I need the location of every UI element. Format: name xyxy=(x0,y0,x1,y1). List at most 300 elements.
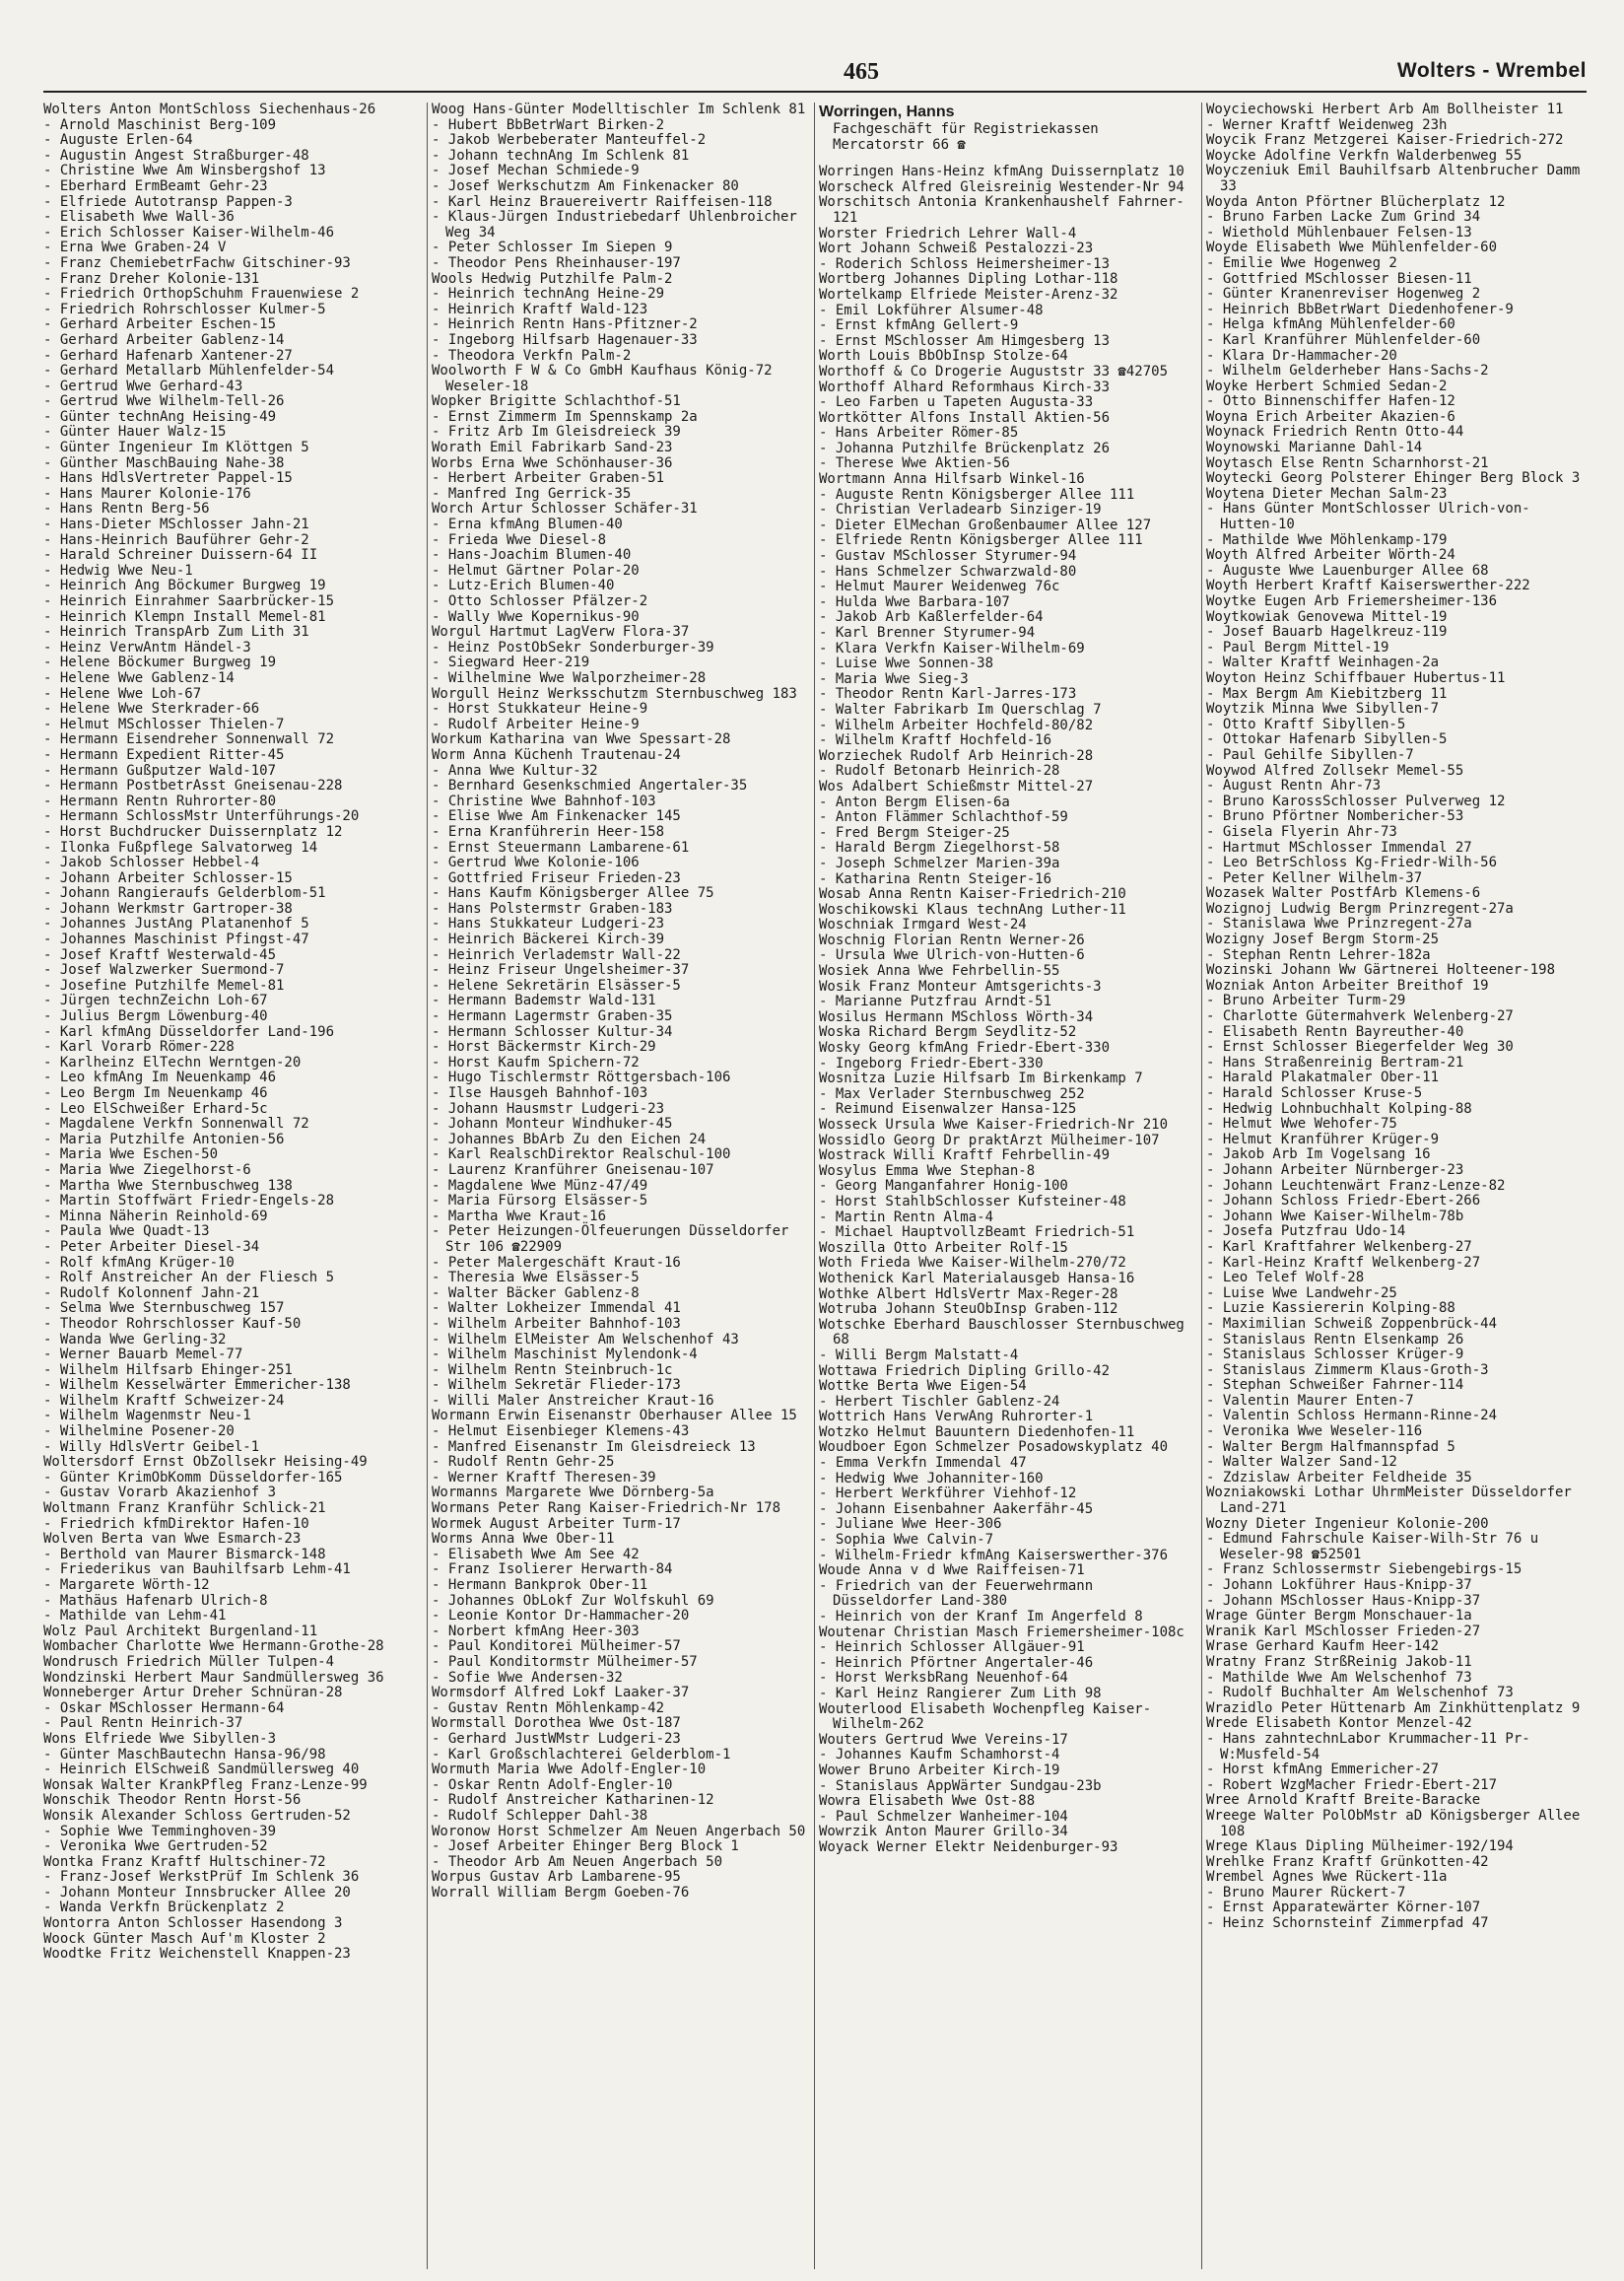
directory-entry: - Josef Bauarb Hagelkreuz-119 xyxy=(1206,624,1448,641)
directory-entry: - Stanislaus Rentn Elsenkamp 26 xyxy=(1206,1331,1464,1348)
directory-entry: - Therese Wwe Aktien-56 xyxy=(819,455,1010,472)
directory-entry: - Ottokar Hafenarb Sibyllen-5 xyxy=(1206,731,1448,748)
directory-entry: - Wilhelm ElMeister Am Welschenhof 43 xyxy=(432,1331,739,1348)
directory-entry: - Paul Bergm Mittel-19 xyxy=(1206,639,1389,656)
directory-entry: - Wally Wwe Kopernikus-90 xyxy=(432,608,640,625)
directory-entry: - Josef Werkschutzm Am Finkenacker 80 xyxy=(432,177,739,194)
directory-entry: - Auguste Rentn Königsberger Allee 111 xyxy=(819,486,1135,503)
directory-entry: - Paul Schmelzer Wanheimer-104 xyxy=(819,1808,1068,1825)
directory-entry: Woszilla Otto Arbeiter Rolf-15 xyxy=(819,1239,1068,1256)
directory-entry: - Bruno Farben Lacke Zum Grind 34 xyxy=(1206,209,1481,226)
directory-entry: - Georg Manganfahrer Honig-100 xyxy=(819,1178,1068,1195)
directory-entry: - Manfred Ing Gerrick-35 xyxy=(432,485,632,502)
directory-entry: Wozasek Walter PostfArb Klemens-6 xyxy=(1206,885,1481,902)
directory-entry: - Hans Polstermstr Graben-183 xyxy=(432,900,673,917)
directory-entry: - Jakob Arb Im Vogelsang 16 xyxy=(1206,1146,1431,1163)
directory-entry: - Karl Heinz Brauereivertr Raiffeisen-118 xyxy=(432,193,773,210)
directory-entry: - Rudolf Schlepper Dahl-38 xyxy=(432,1807,648,1824)
directory-entry: - Rudolf Betonarb Heinrich-28 xyxy=(819,763,1060,780)
directory-entry: - Rudolf Anstreicher Katharinen-12 xyxy=(432,1792,714,1809)
directory-entry: - Leo Bergm Im Neuenkamp 46 xyxy=(43,1085,268,1101)
directory-entry: - Luise Wwe Landwehr-25 xyxy=(1206,1284,1397,1301)
directory-entry: - Helmut Wwe Wehofer-75 xyxy=(1206,1116,1397,1133)
directory-entry: - Ingeborg Friedr-Ebert-330 xyxy=(819,1055,1044,1071)
directory-entry: Worthoff & Co Drogerie Auguststr 33 ☎42705 xyxy=(819,363,1169,380)
directory-entry: Wortelkamp Elfriede Meister-Arenz-32 xyxy=(819,286,1118,303)
directory-entry: Woschnig Florian Rentn Werner-26 xyxy=(819,932,1085,948)
directory-entry: - Franz Dreher Kolonie-131 xyxy=(43,270,260,287)
directory-entry: - Horst Stukkateur Heine-9 xyxy=(432,701,648,718)
directory-entry: - Bruno KarossSchlosser Pulverweg 12 xyxy=(1206,793,1506,809)
directory-entry: Woog Hans-Günter Modelltischler Im Schlenk 81 xyxy=(432,103,806,117)
directory-entry: - Elisabeth Rentn Bayreuther-40 xyxy=(1206,1023,1464,1040)
directory-entry: - Harald Plakatmaler Ober-11 xyxy=(1206,1070,1440,1086)
directory-entry: Wolz Paul Architekt Burgenland-11 xyxy=(43,1623,318,1639)
directory-entry: - Josefine Putzhilfe Memel-81 xyxy=(43,977,285,994)
directory-entry: - Emil Lokführer Alsumer-48 xyxy=(819,302,1044,318)
directory-entry: - Friedrich Rohrschlosser Kulmer-5 xyxy=(43,301,326,317)
directory-entry: Woyciechowski Herbert Arb Am Bollheister 11 xyxy=(1206,103,1564,117)
directory-entry: - Maria Wwe Sieg-3 xyxy=(819,670,969,687)
directory-entry: - Heinrich TranspArb Zum Lith 31 xyxy=(43,624,309,641)
directory-entry: - Karl kfmAng Düsseldorfer Land-196 xyxy=(43,1023,335,1040)
directory-entry: Woska Richard Bergm Seydlitz-52 xyxy=(819,1024,1077,1041)
directory-entry: - Helene Wwe Loh-67 xyxy=(43,685,202,702)
directory-entry: - Johann Arbeiter Schlosser-15 xyxy=(43,869,293,886)
directory-entry: - Heinz VerwAntm Händel-3 xyxy=(43,639,251,656)
directory-entry: - Hermann SchlossMstr Unterführungs-20 xyxy=(43,808,360,825)
directory-entry: - Luise Wwe Sonnen-38 xyxy=(819,656,994,672)
directory-entry: - Helmut Maurer Weidenweg 76c xyxy=(819,579,1060,595)
directory-entry: - Hans Günter MontSchlosser Ulrich-von-Hutten-10 xyxy=(1206,501,1530,533)
directory-entry: - Mathilde Wwe Möhlenkamp-179 xyxy=(1206,531,1448,548)
directory-entry: Wozinski Johann Ww Gärtnerei Holteener-198 xyxy=(1206,962,1556,979)
directory-entry: - Gerhard Metallarb Mühlenfelder-54 xyxy=(43,363,335,380)
directory-entry: - Lutz-Erich Blumen-40 xyxy=(432,578,615,594)
directory-entry: - Hans-Dieter MSchlosser Jahn-21 xyxy=(43,517,309,533)
directory-entry: - Gerhard Arbeiter Gablenz-14 xyxy=(43,331,285,348)
directory-entry: Woock Günter Masch Auf'm Kloster 2 xyxy=(43,1930,326,1947)
directory-entry: - Heinrich Ang Böckumer Burgweg 19 xyxy=(43,578,326,594)
directory-entry: - Franz-Josef WerkstPrüf Im Schlenk 36 xyxy=(43,1869,360,1886)
directory-entry: - Erna Wwe Graben-24 V xyxy=(43,240,227,256)
directory-entry: Wortberg Johannes Dipling Lothar-118 xyxy=(819,271,1118,288)
directory-entry: - Rudolf Buchhalter Am Welschenhof 73 xyxy=(1206,1685,1514,1701)
directory-entry: Wontka Franz Kraftf Hultschiner-72 xyxy=(43,1853,326,1870)
directory-entry: - Wilhelm Kraftf Hochfeld-16 xyxy=(819,732,1052,749)
directory-entry: - Stanislawa Wwe Prinzregent-27a xyxy=(1206,916,1472,933)
directory-entry: - Wilhelm Kesselwärter Emmericher-138 xyxy=(43,1377,351,1394)
directory-entry: - Gustav MSchlosser Styrumer-94 xyxy=(819,548,1077,565)
directory-entry: - Karl Brenner Styrumer-94 xyxy=(819,625,1036,641)
directory-entry: - Bernhard Gesenkschmied Angertaler-35 xyxy=(432,778,748,795)
directory-entry: - Wilhelm Arbeiter Hochfeld-80/82 xyxy=(819,717,1094,733)
column-3 xyxy=(819,103,1198,2269)
directory-entry: - Johann Rangieraufs Gelderblom-51 xyxy=(43,885,326,902)
directory-entry: - Hans Rentn Berg-56 xyxy=(43,501,210,518)
directory-entry: - Fritz Arb Im Gleisdreieck 39 xyxy=(432,424,681,441)
directory-entry: - Laurenz Kranführer Gneisenau-107 xyxy=(432,1161,714,1178)
directory-entry: - Johann technAng Im Schlenk 81 xyxy=(432,147,690,164)
directory-entry: - Berthold van Maurer Bismarck-148 xyxy=(43,1546,326,1562)
directory-entry: - Friedrich OrthopSchuhm Frauenwiese 2 xyxy=(43,286,360,303)
directory-entry: - Hans Straßenreinig Bertram-21 xyxy=(1206,1054,1464,1071)
directory-entry: - Heinrich Kraftf Wald-123 xyxy=(432,301,648,317)
directory-entry: - Hans Stukkateur Ludgeri-23 xyxy=(432,916,665,933)
directory-entry: - Sofie Wwe Andersen-32 xyxy=(432,1669,623,1686)
directory-entry: Woschikowski Klaus technAng Luther-11 xyxy=(819,901,1126,918)
directory-entry: - Oskar MSchlosser Hermann-64 xyxy=(43,1699,285,1716)
directory-entry: - Helmut Gärtner Polar-20 xyxy=(432,562,640,579)
directory-entry: Wozignoj Ludwig Bergm Prinzregent-27a xyxy=(1206,900,1514,917)
directory-entry: - Heinrich BbBetrWart Diedenhofener-9 xyxy=(1206,301,1514,317)
directory-entry: Woude Anna v d Wwe Raiffeisen-71 xyxy=(819,1562,1085,1579)
directory-entry: - Karl Heinz Rangierer Zum Lith 98 xyxy=(819,1685,1102,1701)
directory-entry: - Edmund Fahrschule Kaiser-Wilh-Str 76 u Weseler-98 ☎52501 xyxy=(1206,1531,1539,1562)
directory-entry: - Franz Isolierer Herwarth-84 xyxy=(432,1561,673,1578)
directory-entry: - Martha Wwe Kraut-16 xyxy=(432,1208,607,1224)
directory-entry: - Karl Vorarb Römer-228 xyxy=(43,1039,235,1056)
directory-entry: Woth Frieda Wwe Kaiser-Wilhelm-270/72 xyxy=(819,1255,1126,1272)
directory-entry: Wormstall Dorothea Wwe Ost-187 xyxy=(432,1715,681,1732)
directory-entry: - Jakob Arb Kaßlerfelder-64 xyxy=(819,609,1044,626)
column-1 xyxy=(43,103,423,2269)
directory-entry: - Manfred Eisenanstr Im Gleisdreieck 13 xyxy=(432,1438,756,1455)
directory-entry: - Peter Heizungen-Ölfeuerungen Düsseldorfer Str 106 ☎22909 xyxy=(432,1223,789,1255)
directory-entry: - Eberhard ErmBeamt Gehr-23 xyxy=(43,177,268,194)
directory-entry: - Klara Verkfn Kaiser-Wilhelm-69 xyxy=(819,640,1085,657)
directory-entry: - Wilhelm Kraftf Schweizer-24 xyxy=(43,1392,285,1409)
directory-entry: - Sophie Wwe Temminghoven-39 xyxy=(43,1823,277,1839)
directory-entry: - Elise Wwe Am Finkenacker 145 xyxy=(432,808,681,825)
column-divider xyxy=(427,103,428,2269)
directory-entry: - Wilhelm Rentn Steinbruch-1c xyxy=(432,1361,673,1378)
directory-entry: Wosiek Anna Wwe Fehrbellin-55 xyxy=(819,963,1060,980)
directory-entry: - Rudolf Kolonnenf Jahn-21 xyxy=(43,1284,260,1301)
directory-entry: Wranik Karl MSchlosser Frieden-27 xyxy=(1206,1623,1481,1639)
directory-entry: - Josef Kraftf Westerwald-45 xyxy=(43,946,277,963)
directory-entry: - Hans zahntechnLabor Krummacher-11 Pr-W:Musfeld-54 xyxy=(1206,1730,1530,1763)
column-2 xyxy=(432,103,811,2269)
directory-entry: - Helene Sekretärin Elsässer-5 xyxy=(432,977,681,994)
directory-entry: Woyton Heinz Schiffbauer Hubertus-11 xyxy=(1206,669,1506,686)
running-head: Wolters - Wrembel xyxy=(1396,59,1587,82)
directory-entry: - Hedwig Wwe Neu-1 xyxy=(43,562,193,579)
directory-entry: Worschitsch Antonia Krankenhaushelf Fahrner-121 xyxy=(819,194,1184,226)
directory-entry: Wouterlood Elisabeth Wochenpfleg Kaiser-Wilhelm-262 xyxy=(819,1700,1152,1733)
directory-entry: - Theodor Rentn Karl-Jarres-173 xyxy=(819,686,1077,703)
directory-entry: Wower Bruno Arbeiter Kirch-19 xyxy=(819,1762,1060,1778)
directory-entry: - Hermann Expedient Ritter-45 xyxy=(43,746,285,763)
directory-entry: - Rolf kfmAng Krüger-10 xyxy=(43,1254,235,1271)
directory-entry: - Heinrich technAng Heine-29 xyxy=(432,286,665,303)
directory-entry: - Helene Wwe Sterkrader-66 xyxy=(43,701,260,718)
directory-entry: - August Rentn Ahr-73 xyxy=(1206,778,1382,795)
directory-entry: - Heinrich Rentn Hans-Pfitzner-2 xyxy=(432,316,698,333)
directory-entry: - Willi Maler Anstreicher Kraut-16 xyxy=(432,1392,714,1409)
directory-entry: Worms Anna Wwe Ober-11 xyxy=(432,1531,615,1548)
business-advertisement xyxy=(819,103,1198,153)
directory-entry: - Hermann Gußputzer Wald-107 xyxy=(43,762,277,779)
directory-entry: Wree Arnold Kraftf Breite-Baracke xyxy=(1206,1792,1481,1809)
directory-entry: - Josef Arbeiter Ehinger Berg Block 1 xyxy=(432,1838,739,1855)
directory-entry: - Erna Kranführerin Heer-158 xyxy=(432,823,665,840)
directory-entry: - Wilhelm-Friedr kfmAng Kaiserswerther-376 xyxy=(819,1547,1169,1563)
directory-entry: - Martin Stoffwärt Friedr-Engels-28 xyxy=(43,1193,335,1210)
directory-entry: - Heinrich Pförtner Angertaler-46 xyxy=(819,1654,1094,1671)
directory-entry: Woyna Erich Arbeiter Akazien-6 xyxy=(1206,408,1455,425)
directory-entry: Wostrack Willi Kraftf Fehrbellin-49 xyxy=(819,1147,1111,1164)
directory-entry: - Heinrich Verlademstr Wall-22 xyxy=(432,946,681,963)
directory-entry: - Charlotte Gütermahverk Welenberg-27 xyxy=(1206,1008,1514,1025)
directory-entry: Wratny Franz StrßReinig Jakob-11 xyxy=(1206,1653,1472,1670)
directory-entry: - Friederikus van Bauhilfsarb Lehm-41 xyxy=(43,1561,351,1578)
directory-entry: Wottke Berta Wwe Eigen-54 xyxy=(819,1378,1027,1395)
column-4 xyxy=(1206,103,1586,2269)
directory-entry: - Gertrud Wwe Wilhelm-Tell-26 xyxy=(43,393,285,410)
directory-entry: - Dieter ElMechan Großenbaumer Allee 127 xyxy=(819,517,1152,533)
directory-entry: - Wilhelm Wagenmstr Neu-1 xyxy=(43,1408,251,1424)
directory-entry: - Minna Näherin Reinhold-69 xyxy=(43,1208,268,1224)
directory-entry: - Hans-Joachim Blumen-40 xyxy=(432,547,632,564)
directory-entry: - Maria Fürsorg Elsässer-5 xyxy=(432,1193,648,1210)
directory-entry: Wozny Dieter Ingenieur Kolonie-200 xyxy=(1206,1515,1489,1532)
directory-entry: Worth Louis BbObInsp Stolze-64 xyxy=(819,348,1068,365)
directory-entry: - Wilhelm Maschinist Mylendonk-4 xyxy=(432,1347,698,1363)
directory-entry: - Bruno Pförtner Nombericher-53 xyxy=(1206,808,1464,825)
directory-entry: Wolters Anton MontSchloss Siechenhaus-26 xyxy=(43,103,376,117)
directory-entry: - Paul Konditorei Mülheimer-57 xyxy=(432,1638,681,1655)
directory-entry: - Hans Maurer Kolonie-176 xyxy=(43,485,251,502)
directory-entry: Wontorra Anton Schlosser Hasendong 3 xyxy=(43,1915,343,1932)
directory-entry: - Anton Flämmer Schlachthof-59 xyxy=(819,809,1068,826)
directory-entry: Wortmann Anna Hilfsarb Winkel-16 xyxy=(819,471,1085,488)
directory-entry: Wowrzik Anton Maurer Grillo-34 xyxy=(819,1824,1068,1840)
directory-entry: - Gustav Vorarb Akazienhof 3 xyxy=(43,1485,277,1501)
directory-entry: Woudboer Egon Schmelzer Posadowskyplatz 40 xyxy=(819,1439,1169,1456)
ad-business-name: Worringen, Hanns xyxy=(819,104,955,120)
directory-entry: - Hans Kaufm Königsberger Allee 75 xyxy=(432,885,714,902)
directory-entry: Woschniak Irmgard West-24 xyxy=(819,917,1027,933)
directory-entry: - Heinrich ElSchweiß Sandmüllersweg 40 xyxy=(43,1762,360,1778)
directory-entry: - Ernst Apparatewärter Körner-107 xyxy=(1206,1900,1481,1916)
directory-entry: Wopker Brigitte Schlachthof-51 xyxy=(432,393,681,410)
directory-entry: - Maximilian Schweiß Zoppenbrück-44 xyxy=(1206,1315,1498,1332)
directory-entry: Wosky Georg kfmAng Friedr-Ebert-330 xyxy=(819,1040,1111,1057)
directory-entry: - Emilie Wwe Hogenweg 2 xyxy=(1206,254,1397,271)
directory-entry: - Theodora Verkfn Palm-2 xyxy=(432,347,632,364)
directory-entry: - Helene Böckumer Burgweg 19 xyxy=(43,655,277,671)
directory-entry: Wouters Gertrud Wwe Vereins-17 xyxy=(819,1731,1068,1748)
directory-entry: - Zdzislaw Arbeiter Feldheide 35 xyxy=(1206,1469,1472,1486)
directory-entry: - Emma Verkfn Immendal 47 xyxy=(819,1455,1027,1472)
directory-entry: - Oskar Rentn Adolf-Engler-10 xyxy=(432,1776,673,1793)
directory-entry: - Frieda Wwe Diesel-8 xyxy=(432,531,607,548)
directory-entry: - Ernst MSchlosser Am Himgesberg 13 xyxy=(819,332,1111,349)
directory-entry: - Johannes JustAng Platanenhof 5 xyxy=(43,916,309,933)
directory-entry: - Friedrich kfmDirektor Hafen-10 xyxy=(43,1515,309,1532)
directory-entry: Worrall William Bergm Goeben-76 xyxy=(432,1884,690,1901)
directory-entry: - Hermann PostbetrAsst Gneisenau-228 xyxy=(43,778,343,795)
directory-entry: Woycke Adolfine Verkfn Walderbenweg 55 xyxy=(1206,147,1522,164)
directory-entry: Woyack Werner Elektr Neidenburger-93 xyxy=(819,1838,1118,1855)
directory-entry: Wort Johann Schweiß Pestalozzi-23 xyxy=(819,241,1094,257)
directory-entry: - Gottfried Friseur Frieden-23 xyxy=(432,869,681,886)
directory-entry: - Peter Malergeschäft Kraut-16 xyxy=(432,1254,681,1271)
directory-entry: - Stephan Rentn Lehrer-182a xyxy=(1206,946,1431,963)
directory-entry: Wosylus Emma Wwe Stephan-8 xyxy=(819,1162,1036,1179)
directory-entry: - Hermann Eisendreher Sonnenwall 72 xyxy=(43,731,335,748)
directory-entry: Worbs Erna Wwe Schönhauser-36 xyxy=(432,454,673,471)
directory-entry: Wrege Klaus Dipling Mülheimer-192/194 xyxy=(1206,1838,1514,1855)
directory-entry: - Wanda Verkfn Brückenplatz 2 xyxy=(43,1900,285,1916)
directory-entry: - Johannes Maschinist Pfingst-47 xyxy=(43,932,309,948)
directory-entry: - Arnold Maschinist Berg-109 xyxy=(43,116,277,133)
directory-entry: - Franz ChemiebetrFachw Gitschiner-93 xyxy=(43,254,351,271)
directory-entry: - Luzie Kassiererin Kolping-88 xyxy=(1206,1300,1455,1317)
directory-entry: - Friedrich van der Feuerwehrmann Düsseldorfer Land-380 xyxy=(819,1577,1094,1610)
directory-entry: Wowra Elisabeth Wwe Ost-88 xyxy=(819,1793,1036,1810)
directory-entry: Woynack Friedrich Rentn Otto-44 xyxy=(1206,424,1464,441)
directory-entry: - Peter Schlosser Im Siepen 9 xyxy=(432,240,673,256)
directory-entry: - Heinrich von der Kranf Im Angerfeld 8 xyxy=(819,1609,1143,1624)
directory-entry: Wottawa Friedrich Dipling Grillo-42 xyxy=(819,1362,1111,1379)
directory-entry: Wosik Franz Monteur Amtsgerichts-3 xyxy=(819,978,1102,995)
directory-entry: - Christine Wwe Bahnhof-103 xyxy=(432,793,656,809)
directory-entry: - Walter Walzer Sand-12 xyxy=(1206,1454,1397,1471)
directory-entry: - Walter Kraftf Weinhagen-2a xyxy=(1206,655,1440,671)
directory-entry: Woyczeniuk Emil Bauhilfsarb Altenbrucher Damm 33 xyxy=(1206,163,1581,194)
directory-entry: - Heinrich Klempn Install Memel-81 xyxy=(43,608,326,625)
directory-entry: - Walter Lokheizer Immendal 41 xyxy=(432,1300,681,1317)
directory-entry: Wothenick Karl Materialausgeb Hansa-16 xyxy=(819,1270,1135,1286)
directory-entry: - Marianne Putzfrau Arndt-51 xyxy=(819,994,1052,1010)
directory-entry: - Karlheinz ElTechn Werntgen-20 xyxy=(43,1054,302,1071)
directory-entry: - Max Bergm Am Kiebitzberg 11 xyxy=(1206,685,1448,702)
directory-entry: - Johann Schloss Friedr-Ebert-266 xyxy=(1206,1193,1481,1210)
directory-entry: - Franz Schlossermstr Siebengebirgs-15 xyxy=(1206,1561,1522,1578)
directory-entry: - Heinz Friseur Ungelsheimer-37 xyxy=(432,962,690,979)
directory-entry: Wrazidlo Peter Hüttenarb Am Zinkhüttenplatz 9 xyxy=(1206,1699,1581,1716)
directory-entry: Wormsdorf Alfred Lokf Laaker-37 xyxy=(432,1685,690,1701)
directory-entry: Wolven Berta van Wwe Esmarch-23 xyxy=(43,1531,302,1548)
directory-entry: - Paul Gehilfe Sibyllen-7 xyxy=(1206,746,1414,763)
directory-entry: - Max Verlader Sternbuschweg 252 xyxy=(819,1085,1085,1102)
directory-entry: - Julius Bergm Löwenburg-40 xyxy=(43,1008,268,1025)
directory-entry: - Valentin Maurer Enten-7 xyxy=(1206,1392,1414,1409)
ad-address: Mercatorstr 66 ☎ xyxy=(833,136,966,153)
directory-entry: Wortkötter Alfons Install Aktien-56 xyxy=(819,409,1111,426)
directory-entry: - Hedwig Wwe Johanniter-160 xyxy=(819,1470,1044,1486)
directory-entry: - Hermann Rentn Ruhrorter-80 xyxy=(43,793,277,809)
directory-entry: Wrehlke Franz Kraftf Grünkotten-42 xyxy=(1206,1853,1489,1870)
directory-entry: - Robert WzgMacher Friedr-Ebert-217 xyxy=(1206,1776,1498,1793)
directory-entry: Wonneberger Artur Dreher Schnüran-28 xyxy=(43,1685,343,1701)
directory-entry: Worthoff Alhard Reformhaus Kirch-33 xyxy=(819,379,1111,395)
directory-entry: - Theodor Rohrschlosser Kauf-50 xyxy=(43,1315,302,1332)
directory-columns xyxy=(43,103,1587,2269)
directory-entry: - Johanna Putzhilfe Brückenplatz 26 xyxy=(819,440,1111,456)
directory-entry: - Günter Kranenreviser Hogenweg 2 xyxy=(1206,286,1481,303)
directory-entry: - Anton Bergm Elisen-6a xyxy=(819,794,1010,810)
directory-entry: - Hartmut MSchlosser Immendal 27 xyxy=(1206,839,1472,856)
directory-entry: - Bruno Arbeiter Turm-29 xyxy=(1206,993,1406,1009)
directory-entry: Woynowski Marianne Dahl-14 xyxy=(1206,440,1423,456)
directory-entry: - Ernst kfmAng Gellert-9 xyxy=(819,317,1019,334)
directory-entry: Woronow Horst Schmelzer Am Neuen Angerbach 50 xyxy=(432,1823,806,1839)
directory-entry: Worringen Hans-Heinz kfmAng Duissernplatz 10 xyxy=(819,164,1184,180)
directory-entry: - Karl Kraftfahrer Welkenberg-27 xyxy=(1206,1238,1472,1255)
directory-entry: - Selma Wwe Sternbuschweg 157 xyxy=(43,1300,285,1317)
directory-entry: - Hans Arbeiter Römer-85 xyxy=(819,425,1019,442)
directory-entry: - Leo Telef Wolf-28 xyxy=(1206,1270,1365,1286)
directory-entry: - Johann Monteur Innsbrucker Allee 20 xyxy=(43,1884,351,1901)
directory-entry: - Roderich Schloss Heimersheimer-13 xyxy=(819,255,1111,272)
directory-entry: Woyth Herbert Kraftf Kaiserswerther-222 xyxy=(1206,578,1530,594)
directory-entry: - Josefa Putzfrau Udo-14 xyxy=(1206,1223,1406,1240)
directory-entry: - Elisabeth Wwe Wall-36 xyxy=(43,209,235,226)
directory-entry: - Leo Farben u Tapeten Augusta-33 xyxy=(819,394,1094,411)
directory-entry: - Wilhelmine Wwe Walporzheimer-28 xyxy=(432,669,707,686)
directory-entry: Woytkowiak Genovewa Mittel-19 xyxy=(1206,608,1448,625)
directory-entry: - Gerhard Hafenarb Xantener-27 xyxy=(43,347,293,364)
directory-entry: Wormek August Arbeiter Turm-17 xyxy=(432,1515,681,1532)
directory-entry: - Johann Eisenbahner Aakerfähr-45 xyxy=(819,1500,1094,1517)
directory-entry: Woytke Eugen Arb Friemersheimer-136 xyxy=(1206,593,1498,609)
directory-entry: - Josef Walzwerker Suermond-7 xyxy=(43,962,285,979)
directory-entry: - Herbert Werkführer Viehhof-12 xyxy=(819,1486,1077,1502)
directory-entry: - Stanislaus AppWärter Sundgau-23b xyxy=(819,1777,1102,1794)
directory-entry: - Gertrud Wwe Gerhard-43 xyxy=(43,378,243,394)
directory-entry: Woytena Dieter Mechan Salm-23 xyxy=(1206,485,1448,502)
directory-entry: - Hermann Bademstr Wald-131 xyxy=(432,993,656,1009)
directory-entry: - Katharina Rentn Steiger-16 xyxy=(819,870,1052,887)
directory-entry: - Maria Wwe Ziegelhorst-6 xyxy=(43,1161,251,1178)
directory-entry: - Johannes Kaufm Schamhorst-4 xyxy=(819,1747,1060,1763)
directory-entry: Worziechek Rudolf Arb Heinrich-28 xyxy=(819,747,1094,764)
directory-entry: - Theodor Pens Rheinhauser-197 xyxy=(432,254,681,271)
directory-entry: Workum Katharina van Wwe Spessart-28 xyxy=(432,731,731,748)
directory-entry: - Wiethold Mühlenbauer Felsen-13 xyxy=(1206,224,1472,241)
directory-entry: Wozniak Anton Arbeiter Breithof 19 xyxy=(1206,977,1489,994)
directory-entry: - Johann Hausmstr Ludgeri-23 xyxy=(432,1100,665,1117)
directory-entry: - Helene Wwe Gablenz-14 xyxy=(43,669,235,686)
directory-entry: - Werner Bauarb Memel-77 xyxy=(43,1347,243,1363)
directory-entry: Wormans Peter Rang Kaiser-Friedrich-Nr 178 xyxy=(432,1500,781,1517)
directory-entry: - Veronika Wwe Gertruden-52 xyxy=(43,1838,268,1855)
directory-entry: - Maria Putzhilfe Antonien-56 xyxy=(43,1131,285,1147)
directory-entry: - Johann Werkmstr Gartroper-38 xyxy=(43,900,293,917)
directory-entry: - Martha Wwe Sternbuschweg 138 xyxy=(43,1177,293,1194)
directory-entry: Wosab Anna Rentn Kaiser-Friedrich-210 xyxy=(819,886,1126,903)
directory-entry: Woywod Alfred Zollsekr Memel-55 xyxy=(1206,762,1464,779)
directory-entry: - Johann Wwe Kaiser-Wilhelm-78b xyxy=(1206,1208,1464,1224)
directory-entry: Wondzinski Herbert Maur Sandmüllersweg 36 xyxy=(43,1669,384,1686)
directory-entry: - Josef Mechan Schmiede-9 xyxy=(432,163,640,179)
directory-entry: - Werner Kraftf Theresen-39 xyxy=(432,1469,656,1486)
directory-entry: Woltersdorf Ernst ObZollsekr Heising-49 xyxy=(43,1454,368,1471)
directory-entry: Worm Anna Küchenh Trautenau-24 xyxy=(432,746,681,763)
directory-entry: - Leo BetrSchloss Kg-Friedr-Wilh-56 xyxy=(1206,855,1498,871)
directory-entry: - Margarete Wörth-12 xyxy=(43,1577,210,1593)
directory-entry: - Rudolf Arbeiter Heine-9 xyxy=(432,716,640,732)
directory-entry: - Wilhelm Hilfsarb Ehinger-251 xyxy=(43,1361,293,1378)
directory-entry: - Horst Kaufm Spichern-72 xyxy=(432,1054,640,1071)
directory-entry: - Walter Fabrikarb Im Querschlag 7 xyxy=(819,701,1102,718)
directory-entry: - Veronika Wwe Weseler-116 xyxy=(1206,1423,1423,1440)
directory-entry: - Siegward Heer-219 xyxy=(432,655,590,671)
directory-entry: Wormuth Maria Wwe Adolf-Engler-10 xyxy=(432,1762,707,1778)
